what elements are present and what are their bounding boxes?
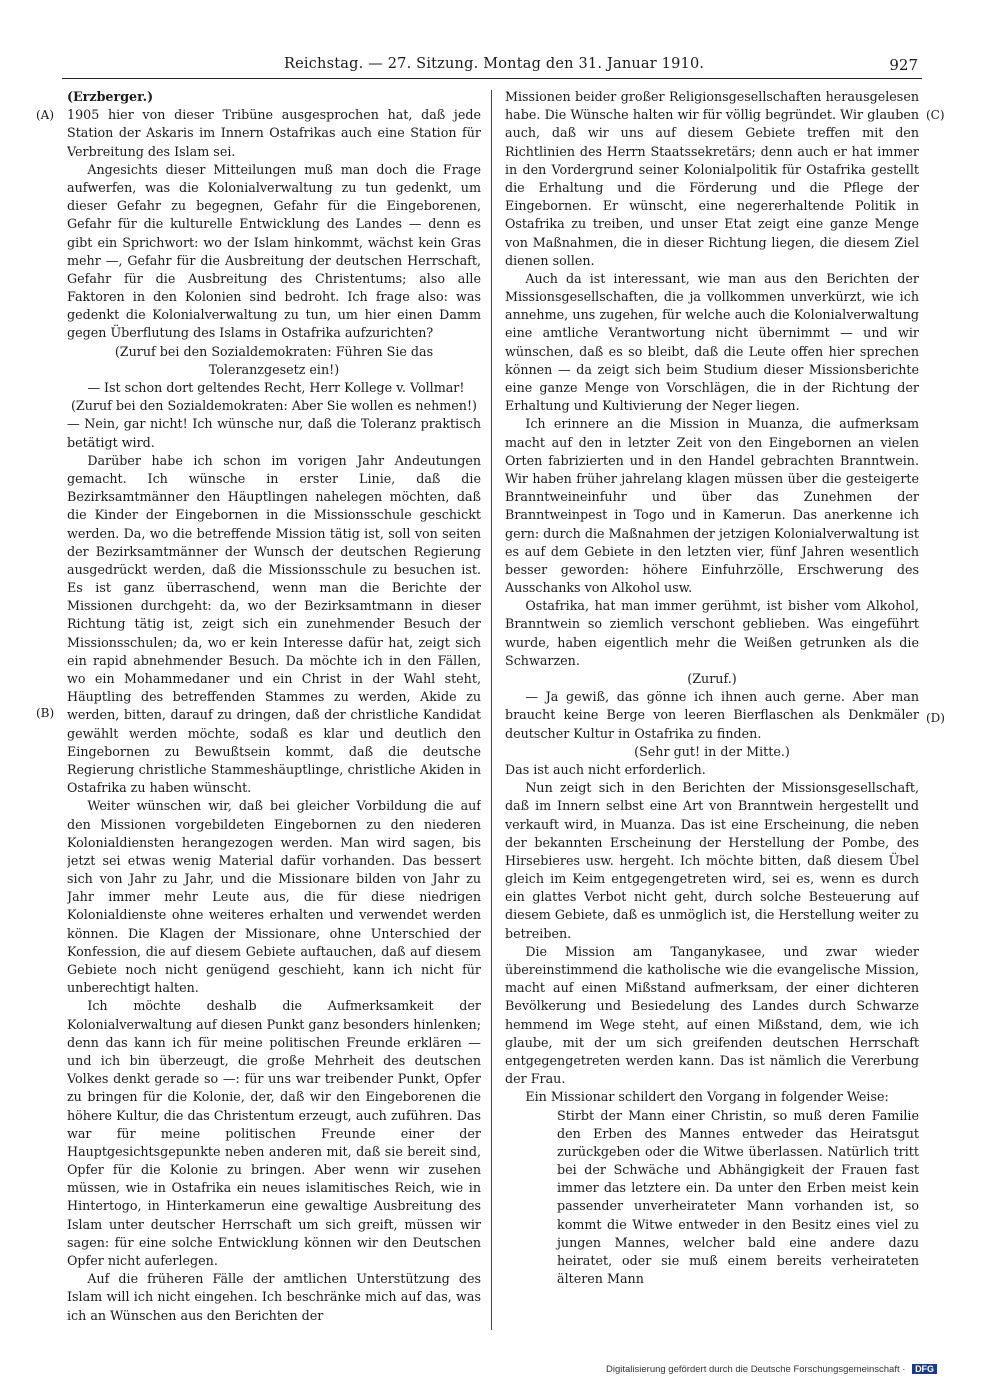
interjection: (Zuruf.) <box>687 671 737 686</box>
paragraph: Ein Missionar schildert den Vorgang in folgender Weise: <box>525 1089 889 1105</box>
dfg-logo: DFG <box>912 1364 937 1374</box>
paragraph: Nun zeigt sich in den Berichten der Missionsgesellschaft, daß im Innern selbst eine Art von Branntwein hergestellt und verkauft wird, in Muanza. Das ist eine Erscheinung, die neben der bekannten Erscheinung der Herstellung der Pombe, des Hirsebieres usw. hergeht. Ich möchte bitten, daß diesem Übel gleich im Keim entgegengetreten wird, sei es, wenn es durch ein glattes Verbot nicht geht, durch solche Besteuerung auf diesem Gebiete, daß es unmöglich ist, die Herstellung weiter zu betreiben. <box>505 780 919 941</box>
margin-marker-a: (A) <box>36 108 55 122</box>
funding-note: Digitalisierung gefördert durch die Deutsche Forschungsgemeinschaft <box>606 1364 900 1375</box>
paragraph: Ostafrika, hat man immer gerühmt, ist bisher vom Alkohol, Branntwein so ziemlich verschont geblieben. Was eingeführt wurde, haben eigentlich mehr die Weißen getrunken als die Schwarzen. <box>505 598 919 668</box>
paragraph: Missionen beider großer Religionsgesellschaften herausgelesen habe. Die Wünsche halten wir für völlig begründet. Wir glauben auch, daß wir uns auf diesem Gebiete treffen mit den Richtlinien des Herrn Staatssekretärs; denn auch er hat immer in den Vordergrund seiner Kolonialpolitik für Ostafrika gestellt die Erhaltung und die Förderung und die Pflege der Eingebornen. Er wünscht, eine negererhaltende Politik in Ostafrika zu treiben, und unser Etat zeigt eine ganze Menge von Maßnahmen, die in dieser Richtung liegen, die diesem Ziel dienen sollen. <box>505 89 919 268</box>
paragraph: Weiter wünschen wir, daß bei gleicher Vorbildung die auf den Missionen vorgebildeten Eingebornen zu den niederen Kolonialdiensten herangezogen werden. Man wird sagen, bis jetzt sei etwas wenig Material dafür vorhanden. Das bessert sich von Jahr zu Jahr, und die Missionare bilden von Jahr zu Jahr immer mehr Leute aus, die für diese niedrigen Kolonialdienste ohne weiteres erhalten und verwendet werden können. Die Klagen der Missionare, ohne Unterschied der Konfession, die auf diesem Gebiete auftauchen, daß auf diesem Gebiete noch nicht genügend geschieht, kann ich nicht für unberechtigt halten. <box>67 798 481 996</box>
speaker-name: (Erzberger.) <box>67 89 154 104</box>
paragraph: Auch da ist interessant, wie man aus den Berichten der Missionsgesellschaften, die ja vollkommen unverkürzt, wie ich annehme, uns zugehen, für welche auch die Kolonialverwaltung eine amtliche Verantwortung nicht übernimmt — und wir wünschen, daß es so bleibt, daß die Leute offen hier sprechen können — da zeigt sich beim Studium dieser Missionsberichte eine ganze Menge von Vorschlägen, die in der Richtung der Erhaltung und Kultivierung der Neger liegen. <box>505 270 919 414</box>
paragraph: Ich möchte deshalb die Aufmerksamkeit der Kolonialverwaltung auf diesen Punkt ganz besonders hinlenken; denn das kann ich für meine politischen Freunde erklären — und ich bin überzeugt, die große Mehrheit des deutschen Volkes denkt gerade so —: für uns war treibender Punkt, Opfer zu bringen für die Kolonie, der, daß wir den Eingeborenen die höhere Kultur, die das Christentum erzeugt, auch zuführen. Das war für meine politischen Freunde einer der Hauptgesichtsgepunkte neben anderen mit, daß sie bereit sind, Opfer für die Kolonie zu bringen. Aber wenn wir zusehen müssen, wie in Ostafrika ein neues islamitisches Reich, wie in Hintertogo, in Hinterkamerun eine gewaltige Ausbreitung des Islam unter deutscher Herrschaft um sich greift, müssen wir sagen: für eine solche Entwicklung können wir den Deutschen Opfer nicht auferlegen. <box>67 998 481 1268</box>
right-column <box>505 88 919 1330</box>
paragraph: — Ist schon dort geltendes Recht, Herr Kollege v. Vollmar! <box>87 380 465 395</box>
footer: Digitalisierung gefördert durch die Deutsche Forschungsgemeinschaft · DFG <box>606 1364 937 1375</box>
left-column <box>67 88 481 1330</box>
column-divider <box>491 90 492 1330</box>
paragraph: Auf die früheren Fälle der amtlichen Unterstützung des Islam will ich nicht eingehen. Ich beschränke mich auf das, was ich an Wünschen aus den Berichten der <box>67 1271 481 1323</box>
margin-marker-b: (B) <box>36 706 55 720</box>
interjection: (Zuruf bei den Sozialdemokraten: Führen Sie das Toleranzgesetz ein!) <box>114 343 434 377</box>
paragraph: — Nein, gar nicht! Ich wünsche nur, daß die Toleranz praktisch betätigt wird. <box>67 416 481 450</box>
paragraph: Ich erinnere an die Mission in Muanza, die aufmerksam macht auf den in letzter Zeit von den Eingebornen an vielen Orten fabrizierten und in den Handel gebrachten Branntwein. Wir haben früher jahrelang klagen müssen über die gesteigerte Branntweineinfuhr und über das Zunehmen der Branntweinpest in Togo und in Kamerun. Das anerkenne ich gern: durch die Maßnahmen der jetzigen Kolonialverwaltung ist es auf dem Gebiete in den letzten vier, fünf Jahren wesentlich besser geworden: höhere Einfuhrzölle, Erschwerung des Ausschanks von Alkohol usw. <box>505 416 919 596</box>
paragraph: Die Mission am Tanganykasee, und zwar wieder übereinstimmend die katholische wie die evangelische Mission, macht auf einen Mißstand aufmerksam, der einer dichteren Bevölkerung und Besiedelung des Landes durch Schwarze hemmend im Wege steht, auf einen Mißstand, dem, wie ich glaube, mit der um sich greifenden deutschen Herrschaft entgegengetreten werden kann. Das ist nämlich die Vererbung der Frau. <box>505 943 919 1087</box>
paragraph: 1905 hier von dieser Tribüne ausgesprochen hat, daß jede Station der Askaris im Innern Ostafrikas auch eine Station für Verbreitung des Islam sei. <box>67 107 481 159</box>
interjection: (Zuruf bei den Sozialdemokraten: Aber Sie wollen es nehmen!) <box>70 398 478 414</box>
running-header <box>62 54 922 79</box>
paragraph: Das ist auch nicht erforderlich. <box>505 761 706 777</box>
margin-marker-d: (D) <box>926 711 945 725</box>
paragraph: Darüber habe ich schon im vorigen Jahr Andeutungen gemacht. Ich wünsche in erster Linie, daß die Bezirksamtmänner den Häuptlingen nahelegen möchten, daß die Kinder der Eingebornen in die Missionsschule geschickt werden. Da, wo die betreffende Mission tätig ist, soll von seiten der Bezirksamtmänner der Wunsch der deutschen Regierung ausgedrückt werden, daß die Missionsschule zu besuchen ist. Es ist ganz überraschend, wenn man die Berichte der Missionen durchgeht: da, wo der Bezirksamtmann in dieser Richtung tätig ist, zeigt sich ein zunehmender Besuch der Missionsschulen; da, wo er kein Interesse dafür hat, zeigt sich ein rapid abnehmender Besuch. Da möchte ich in den Fällen, wo ein Mohammedaner und ein Christ in der Wahl steht, Häuptling des betreffenden Stammes zu werden, Akide zu werden, bitten, darauf zu dringen, daß der christliche Kandidat gewählt werden möchte, sodaß es klar und deutlich den Eingebornen zu Bewußtsein kommt, daß die deutsche Regierung christliche Stammeshäuptlinge, christliche Akiden in Ostafrika zu haben wünscht. <box>67 452 481 796</box>
quotation: Stirbt der Mann einer Christin, so muß deren Familie den Erben des Mannes entweder das Heiratsgut zurückgeben oder die Witwe überlassen. Natürlich tritt bei der Schwäche und Abhängigkeit der Frauen fast immer das letztere ein. Da unter den Erben meist kein passender unverheirateter Mann vorhanden ist, so kommt die Witwe entweder in den Besitz eines viel zu jungen Mannes, welcher bald eine andere dazu heiratet, oder sie muß einem bereits verheirateten älteren Mann <box>557 1107 919 1287</box>
running-title: Reichstag. — 27. Sitzung. Montag den 31. Januar 1910. <box>284 56 705 72</box>
margin-marker-c: (C) <box>926 108 945 122</box>
paragraph: — Ja gewiß, das gönne ich ihnen auch gerne. Aber man braucht keine Berge von leeren Bierflaschen als Denkmäler deutscher Kultur in Ostafrika zu finden. <box>505 689 919 741</box>
interjection: (Sehr gut! in der Mitte.) <box>634 743 790 759</box>
page-number: 927 <box>889 56 918 74</box>
paragraph: Angesichts dieser Mitteilungen muß man doch die Frage aufwerfen, was die Kolonialverwaltung zu tun gedenkt, um dieser Gefahr zu begegnen, Gefahr für die Eingeborenen, Gefahr für die kulturelle Entwicklung des Landes — denn es gibt ein Sprichwort: wo der Islam hinkommt, wächst kein Gras mehr —, Gefahr für die Ausbreitung der deutschen Herrschaft, Gefahr für die Ausbreitung des Christentums; also alle Faktoren in den Kolonien sind bedroht. Ich frage also: was gedenkt die Kolonialverwaltung zu tun, um hier einen Damm gegen Überflutung des Islams in Ostafrika aufzurichten? <box>67 161 481 341</box>
